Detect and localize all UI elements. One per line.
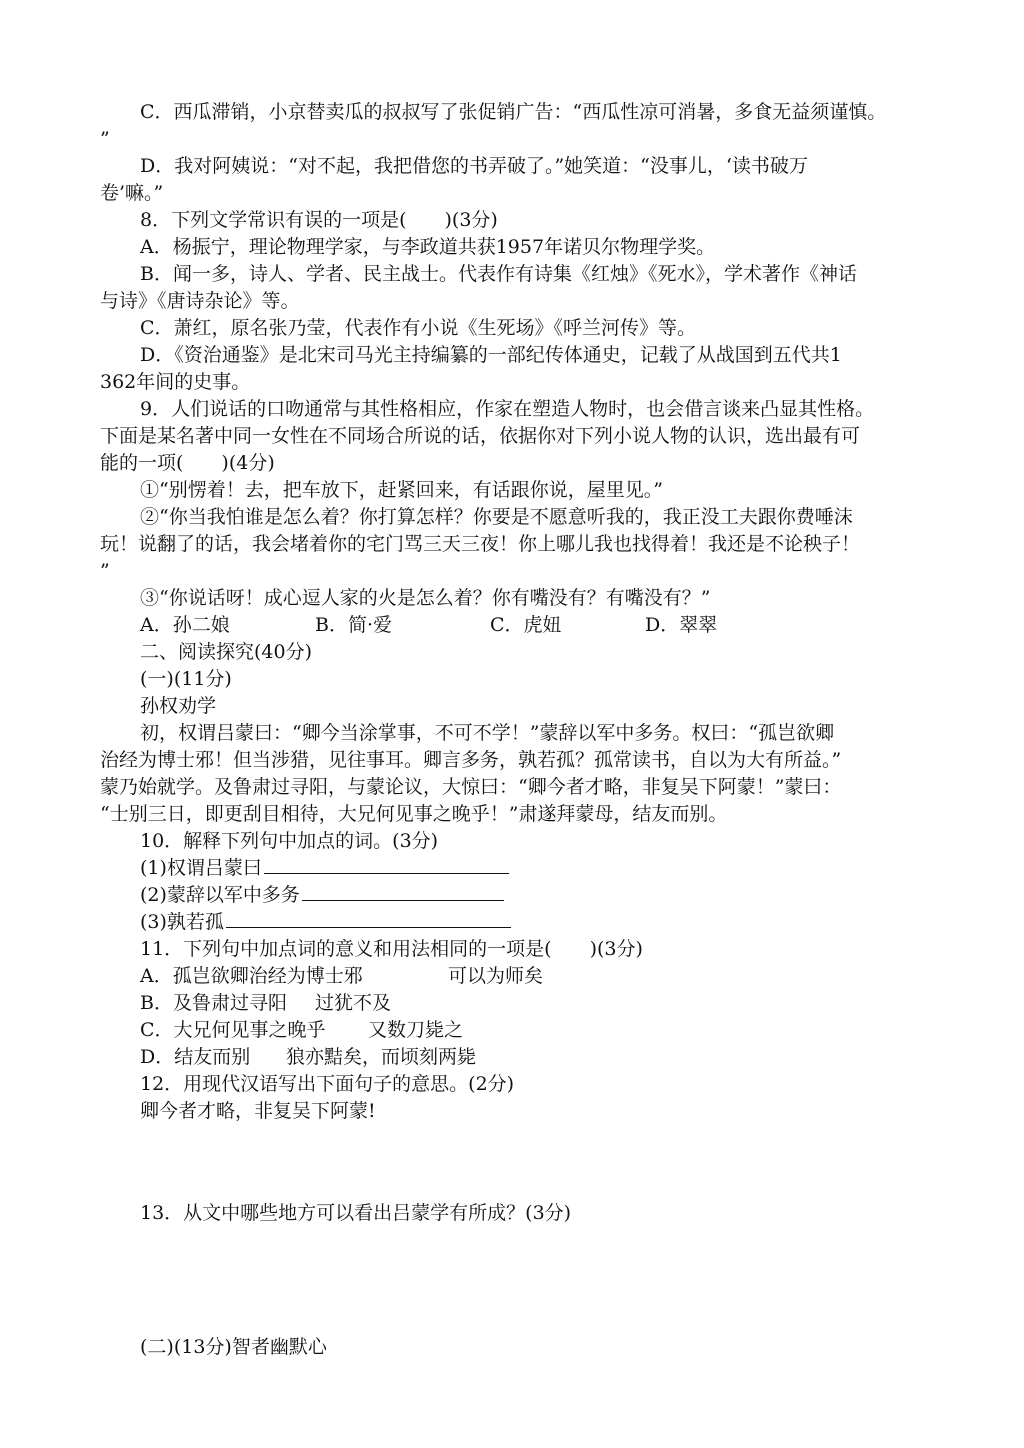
q11-option-b-left: B．及鲁肃过寻阳: [140, 992, 287, 1014]
q8-stem: 8．下列文学常识有误的一项是( )(3分): [140, 209, 498, 231]
q7-option-d-line2: 卷’嘛。”: [100, 182, 164, 204]
part-1-heading: (一)(11分): [140, 668, 232, 690]
q9-option-b: B．简·爱: [315, 614, 393, 636]
q11-option-c-right: 又数刀毙之: [368, 1019, 464, 1041]
q9-option-d: D．翠翠: [645, 614, 718, 636]
q9-quote-2-line1: ②“你当我怕谁是怎么着？你打算怎样？你要是不愿意听我的，我正没工夫跟你费唾沫: [140, 506, 853, 528]
q9-stem-line2: 下面是某名著中同一女性在不同场合所说的话，依据你对下列小说人物的认识，选出最有可: [100, 425, 861, 447]
q9-option-a: A．孙二娘: [140, 614, 230, 636]
q8-option-b-line2: 与诗》《唐诗杂论》等。: [100, 290, 300, 312]
q8-option-d-line2: 362年间的史事。: [100, 371, 251, 393]
q9-option-c: C．虎妞: [490, 614, 562, 636]
q7-option-d-line1: D．我对阿姨说：“对不起，我把借您的书弄破了。”她笑道：“没事儿，‘读书破万: [140, 155, 808, 177]
q11-option-d-right: 狼亦黠矣，而顷刻两毙: [286, 1046, 477, 1068]
q8-option-c: C．萧红，原名张乃莹，代表作有小说《生死场》《呼兰河传》等。: [140, 317, 697, 339]
q12-sentence: 卿今者才略，非复吴下阿蒙!: [140, 1100, 376, 1122]
q10-item-3: [140, 909, 511, 935]
q7-option-c-line1: C．西瓜滞销，小京替卖瓜的叔叔写了张促销广告：“西瓜性凉可消暑，多食无益须谨慎。: [140, 101, 887, 123]
q9-quote-1: ①“别愣着！去，把车放下，赶紧回来，有话跟你说，屋里见。”: [140, 479, 663, 501]
q9-stem-line3: 能的一项( )(4分): [100, 452, 275, 474]
q12-stem: 12．用现代汉语写出下面句子的意思。(2分): [140, 1073, 515, 1095]
q9-stem-line1: 9．人们说话的口吻通常与其性格相应，作家在塑造人物时，也会借言谈来凸显其性格。: [140, 398, 875, 420]
q11-option-c-left: C．大兄何见事之晚乎: [140, 1019, 326, 1041]
q11-stem: 11．下列句中加点词的意义和用法相同的一项是( )(3分): [140, 938, 643, 960]
passage-line1: 初，权谓吕蒙曰：“卿今当涂掌事，不可不学！”蒙辞以军中多务。权曰：“孤岂欲卿: [140, 722, 835, 744]
q11-option-a: [140, 963, 543, 989]
q9-quote-2-line2: 玩！说翻了的话，我会堵着你的宅门骂三天三夜！你上哪儿我也找得着！我还是不论秧子！: [100, 533, 861, 555]
passage-title: 孙权劝学: [140, 695, 217, 717]
q7-option-c-line2: ”: [100, 128, 110, 150]
q9-quote-2-line3: ”: [100, 560, 110, 582]
q10-answer-blank-3[interactable]: [226, 909, 511, 928]
q10-item-1: [140, 855, 509, 881]
q8-option-b-line1: B．闻一多，诗人、学者、民主战士。代表作有诗集《红烛》《死水》，学术著作《神话: [140, 263, 857, 285]
part-2-heading: (二)(13分)智者幽默心: [140, 1336, 327, 1358]
q11-option-a-left: A．孤岂欲卿治经为博士邪: [140, 965, 363, 987]
q10-answer-blank-1[interactable]: [264, 855, 509, 874]
q11-option-b-right: 过犹不及: [315, 992, 392, 1014]
q11-option-d-left: D．结友而别: [140, 1046, 251, 1068]
q8-option-a: A．杨振宁，理论物理学家，与李政道共获1957年诺贝尔物理学奖。: [140, 236, 716, 258]
q9-quote-3: ③“你说话呀！成心逗人家的火是怎么着？你有嘴没有？有嘴没有？”: [140, 587, 711, 609]
q10-item-3-text: (3)孰若孤: [140, 911, 224, 933]
passage-line2: 治经为博士邪！但当涉猎，见往事耳。卿言多务，孰若孤？孤常读书，自以为大有所益。”: [100, 749, 842, 771]
q10-item-2-text: (2)蒙辞以军中多务: [140, 884, 300, 906]
q10-item-2: [140, 882, 504, 908]
passage-line3: 蒙乃始就学。及鲁肃过寻阳，与蒙论议，大惊曰：“卿今者才略，非复吴下阿蒙！”蒙曰：: [100, 776, 842, 798]
q10-item-1-text: (1)权谓吕蒙曰: [140, 857, 262, 879]
q13-stem: 13．从文中哪些地方可以看出吕蒙学有所成？(3分): [140, 1202, 572, 1224]
q11-option-b: [140, 990, 391, 1016]
section-2-title: 二、阅读探究(40分): [140, 641, 313, 663]
q8-option-d-line1: D．《资治通鉴》是北宋司马光主持编纂的一部纪传体通史，记载了从战国到五代共1: [140, 344, 842, 366]
q11-option-c: [140, 1017, 463, 1043]
passage-line4: “士别三日，即更刮目相待，大兄何见事之晚乎！”肃遂拜蒙母，结友而别。: [100, 803, 728, 825]
q9-options: [140, 612, 717, 638]
q11-option-d: [140, 1044, 476, 1070]
q11-option-a-right: 可以为师矣: [448, 965, 544, 987]
q10-stem: 10．解释下列句中加点的词。(3分): [140, 830, 439, 852]
q10-answer-blank-2[interactable]: [302, 882, 504, 901]
